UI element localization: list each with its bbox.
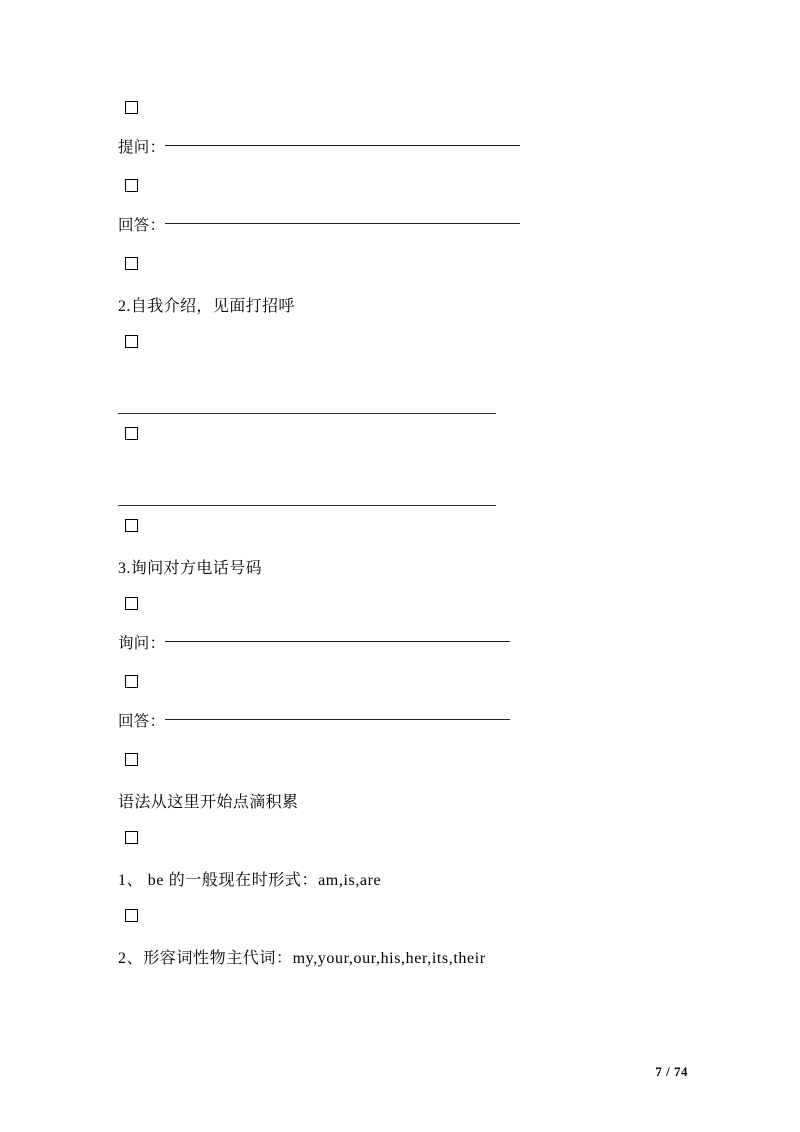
empty-checkbox-icon xyxy=(125,427,138,440)
document-body xyxy=(118,92,688,978)
prompt-label: 提问： xyxy=(118,139,166,157)
checkbox-marker-row xyxy=(118,510,688,544)
empty-checkbox-icon xyxy=(125,831,138,844)
empty-checkbox-icon xyxy=(125,519,138,532)
blank-answer-row-1 xyxy=(118,360,688,418)
checkbox-marker-row xyxy=(118,588,688,622)
checkbox-marker-row xyxy=(118,666,688,700)
answer-blank-line[interactable] xyxy=(118,412,496,414)
checkbox-marker-row xyxy=(118,326,688,360)
checkbox-marker-row xyxy=(118,822,688,856)
grammar-point-1: 1、 be 的一般现在时形式：am,is,are xyxy=(118,871,382,889)
empty-checkbox-icon xyxy=(125,179,138,192)
answer-blank-line[interactable] xyxy=(165,222,520,224)
page-number: 7 / 74 xyxy=(655,1064,688,1079)
prompt-label: 回答： xyxy=(118,713,166,731)
checkbox-marker-row xyxy=(118,418,688,452)
answer-blank-line[interactable] xyxy=(165,640,510,642)
checkbox-marker-row xyxy=(118,900,688,934)
prompt-row-ask-2 xyxy=(118,622,688,666)
prompt-row-answer-1 xyxy=(118,204,688,248)
answer-blank-line[interactable] xyxy=(118,504,496,506)
grammar-section-heading: 语法从这里开始点滴积累 xyxy=(118,793,299,811)
answer-blank-line[interactable] xyxy=(165,718,510,720)
section-heading-2: 2.自我介绍，见面打招呼 xyxy=(118,297,295,315)
prompt-row-ask-1 xyxy=(118,126,688,170)
empty-checkbox-icon xyxy=(125,675,138,688)
answer-blank-line[interactable] xyxy=(165,144,520,146)
empty-checkbox-icon xyxy=(125,597,138,610)
prompt-label: 回答： xyxy=(118,217,166,235)
empty-checkbox-icon xyxy=(125,335,138,348)
prompt-row-answer-2 xyxy=(118,700,688,744)
checkbox-marker-row xyxy=(118,170,688,204)
prompt-label: 询问： xyxy=(118,635,166,653)
checkbox-marker-row xyxy=(118,248,688,282)
empty-checkbox-icon xyxy=(125,753,138,766)
empty-checkbox-icon xyxy=(125,909,138,922)
empty-checkbox-icon xyxy=(125,257,138,270)
checkbox-marker-row xyxy=(118,92,688,126)
section-heading-3: 3.询问对方电话号码 xyxy=(118,559,263,577)
empty-checkbox-icon xyxy=(125,101,138,114)
grammar-point-2: 2、形容词性物主代词：my,your,our,his,her,its,their xyxy=(118,949,486,967)
blank-answer-row-2 xyxy=(118,452,688,510)
checkbox-marker-row xyxy=(118,744,688,778)
